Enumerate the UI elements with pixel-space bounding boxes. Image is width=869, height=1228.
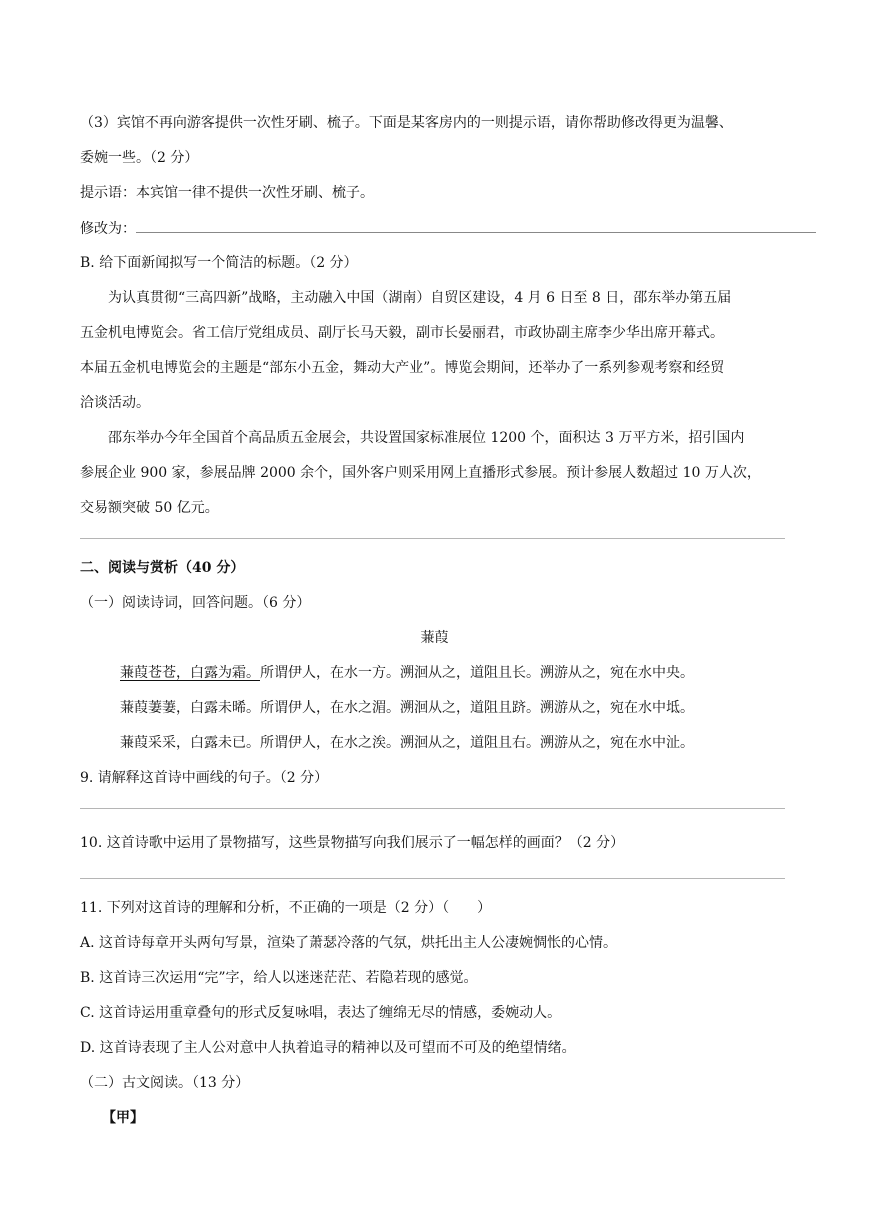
news-para1-line2: 五金机电博览会。省工信厅党组成员、副厅长马天毅，副市长晏丽君，市政协副主席李少华出席开幕式。 bbox=[80, 325, 724, 341]
q10: 10. 这首诗歌中运用了景物描写，这些景物描写向我们展示了一幅怎样的画面？（2 分） bbox=[80, 835, 625, 851]
part1-heading: （一）阅读诗词，回答问题。（6 分） bbox=[80, 595, 311, 611]
q11-option-d: D. 这首诗表现了主人公对意中人执着追寻的精神以及可望而不可及的绝望情绪。 bbox=[80, 1040, 576, 1056]
q11: 11. 下列对这首诗的理解和分析，不正确的一项是（2 分）（ ） bbox=[80, 900, 492, 916]
q11-option-b: B. 这首诗三次运用“完”字，给人以迷迷茫茫、若隐若现的感觉。 bbox=[80, 970, 478, 986]
news-para2-line3: 交易额突破 50 亿元。 bbox=[80, 500, 219, 516]
poem-line1 bbox=[120, 663, 694, 683]
answer-line bbox=[136, 218, 816, 233]
qB-prompt: B. 给下面新闻拟写一个简洁的标题。（2 分） bbox=[80, 255, 358, 271]
q3-hint: 提示语：本宾馆一律不提供一次性牙刷、梳子。 bbox=[80, 185, 374, 201]
poem-title: 蒹葭 bbox=[420, 630, 449, 646]
q3-line1: （3）宾馆不再向游客提供一次性牙刷、梳子。下面是某客房内的一则提示语，请你帮助修改得更为温馨、 bbox=[80, 115, 733, 131]
news-para1-line1: 为认真贯彻“三高四新”战略，主动融入中国（湖南）自贸区建设，4 月 6 日至 8 日，邵东举办第五届 bbox=[108, 290, 732, 306]
q11-option-a: A. 这首诗每章开头两句写景，渲染了萧瑟冷落的气氛，烘托出主人公凄婉惆怅的心情。 bbox=[80, 935, 618, 951]
section-title: 二、阅读与赏析（40 分） bbox=[80, 560, 245, 576]
part2-heading: （二）古文阅读。（13 分） bbox=[80, 1075, 250, 1091]
answer-line bbox=[80, 878, 785, 879]
q9: 9. 请解释这首诗中画线的句子。（2 分） bbox=[80, 770, 329, 786]
poem-line1-rest: 所谓伊人，在水一方。溯洄从之，道阻且长。溯游从之，宛在水中央。 bbox=[260, 665, 694, 681]
news-para2-line1: 邵东举办今年全国首个高品质五金展会，共设置国家标准展位 1200 个，面积达 3 万平方米，招引国内 bbox=[108, 430, 745, 446]
poem-line3: 蒹葭采采，白露未已。所谓伊人，在水之涘。溯洄从之，道阻且右。溯游从之，宛在水中沚。 bbox=[120, 735, 694, 751]
q3-revise-row bbox=[80, 218, 816, 239]
news-para2-line2: 参展企业 900 家，参展品牌 2000 余个，国外客户则采用网上直播形式参展。预计参展人数超过 10 万人次， bbox=[80, 465, 761, 481]
answer-line bbox=[80, 538, 785, 539]
news-para1-line3: 本届五金机电博览会的主题是“部东小五金，舞动大产业”。博览会期间，还举办了一系列参观考察和经贸 bbox=[80, 360, 725, 376]
jia-label: 【甲】 bbox=[102, 1110, 144, 1126]
q3-line2: 委婉一些。（2 分） bbox=[80, 150, 199, 166]
poem-line2: 蒹葭萋萋，白露未晞。所谓伊人，在水之湄。溯洄从之，道阻且跻。溯游从之，宛在水中坻。 bbox=[120, 700, 694, 716]
news-para1-line4: 洽谈活动。 bbox=[80, 395, 150, 411]
q11-option-c: C. 这首诗运用重章叠句的形式反复咏唱，表达了缠绵无尽的情感，委婉动人。 bbox=[80, 1005, 562, 1021]
underlined-sentence: 蒹葭苍苍，白露为霜。 bbox=[120, 665, 260, 681]
answer-line bbox=[80, 808, 785, 809]
revise-label: 修改为： bbox=[80, 221, 136, 237]
